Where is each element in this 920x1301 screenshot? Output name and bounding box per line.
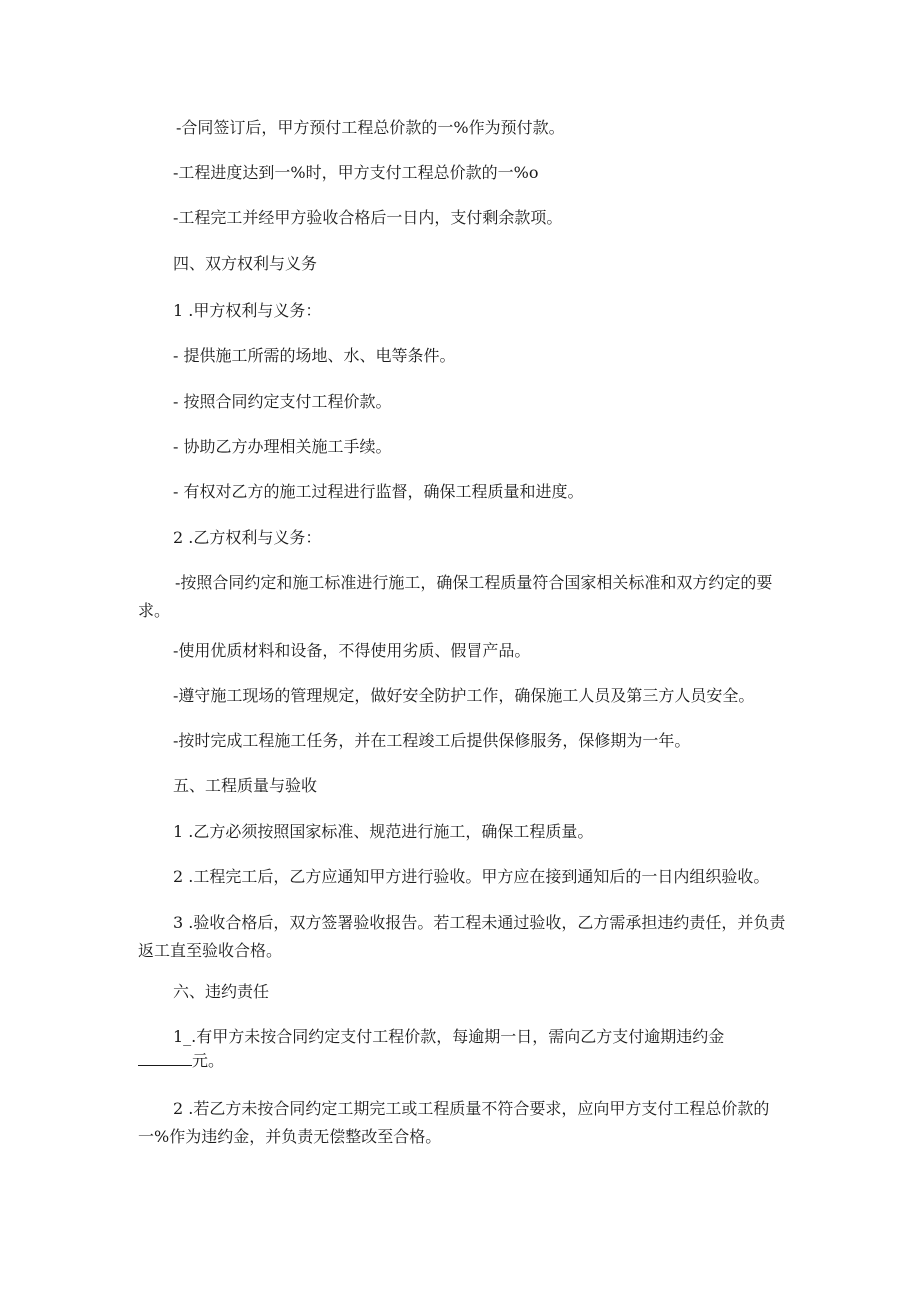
party-a-item-2: - 按照合同约定支付工程价款。 xyxy=(173,392,392,411)
payment-clause-3: -工程完工并经甲方验收合格后一日内，支付剩余款项。 xyxy=(173,208,563,227)
party-b-item-2: -使用优质材料和设备，不得使用劣质、假冒产品。 xyxy=(173,641,531,660)
section-heading-5: 五、工程质量与验收 xyxy=(173,776,318,795)
party-b-item-4: -按时完成工程施工任务，并在工程竣工后提供保修服务，保修期为一年。 xyxy=(173,731,691,750)
party-b-item-3: -遵守施工现场的管理规定，做好安全防护工作，确保施工人员及第三方人员安全。 xyxy=(173,686,755,705)
party-a-item-3: - 协助乙方办理相关施工手续。 xyxy=(173,437,392,456)
breach-item-1-line-2 xyxy=(138,1053,224,1069)
payment-clause-2: -工程进度达到一%时，甲方支付工程总价款的一%o xyxy=(173,163,539,182)
party-b-item-1: -按照合同约定和施工标准进行施工，确保工程质量符合国家相关标准和双方约定的要求。 xyxy=(138,573,773,620)
breach-item-2: 2 .若乙方未按合同约定工期完工或工程质量不符合要求，应向甲方支付工程总价款的一%作为违约金，并负责无偿整改至合格。 xyxy=(138,1099,770,1146)
section-heading-4: 四、双方权利与义务 xyxy=(173,254,318,273)
party-a-item-1: - 提供施工所需的场地、水、电等条件。 xyxy=(173,346,456,365)
breach-item-1-unit: 元。 xyxy=(192,1051,225,1070)
subsection-party-b: 2 .乙方权利与义务： xyxy=(173,528,322,547)
quality-item-1: 1 .乙方必须按照国家标准、规范进行施工，确保工程质量。 xyxy=(173,822,594,841)
party-a-item-4: - 有权对乙方的施工过程进行监督，确保工程质量和进度。 xyxy=(173,482,584,501)
subsection-party-a: 1 .甲方权利与义务： xyxy=(173,301,322,320)
payment-clause-1: -合同签订后，甲方预付工程总价款的一%作为预付款。 xyxy=(176,118,565,137)
breach-item-1-line-1: 1_.有甲方未按合同约定支付工程价款，每逾期一日，需向乙方支付逾期违约金 xyxy=(173,1027,725,1046)
quality-item-3: 3 .验收合格后，双方签署验收报告。若工程未通过验收，乙方需承担违约责任，并负责返工直至验收合格。 xyxy=(138,913,786,960)
section-heading-6: 六、违约责任 xyxy=(173,982,270,1001)
blank-underline xyxy=(138,1053,192,1066)
quality-item-2: 2 .工程完工后，乙方应通知甲方进行验收。甲方应在接到通知后的一日内组织验收。 xyxy=(173,867,770,886)
